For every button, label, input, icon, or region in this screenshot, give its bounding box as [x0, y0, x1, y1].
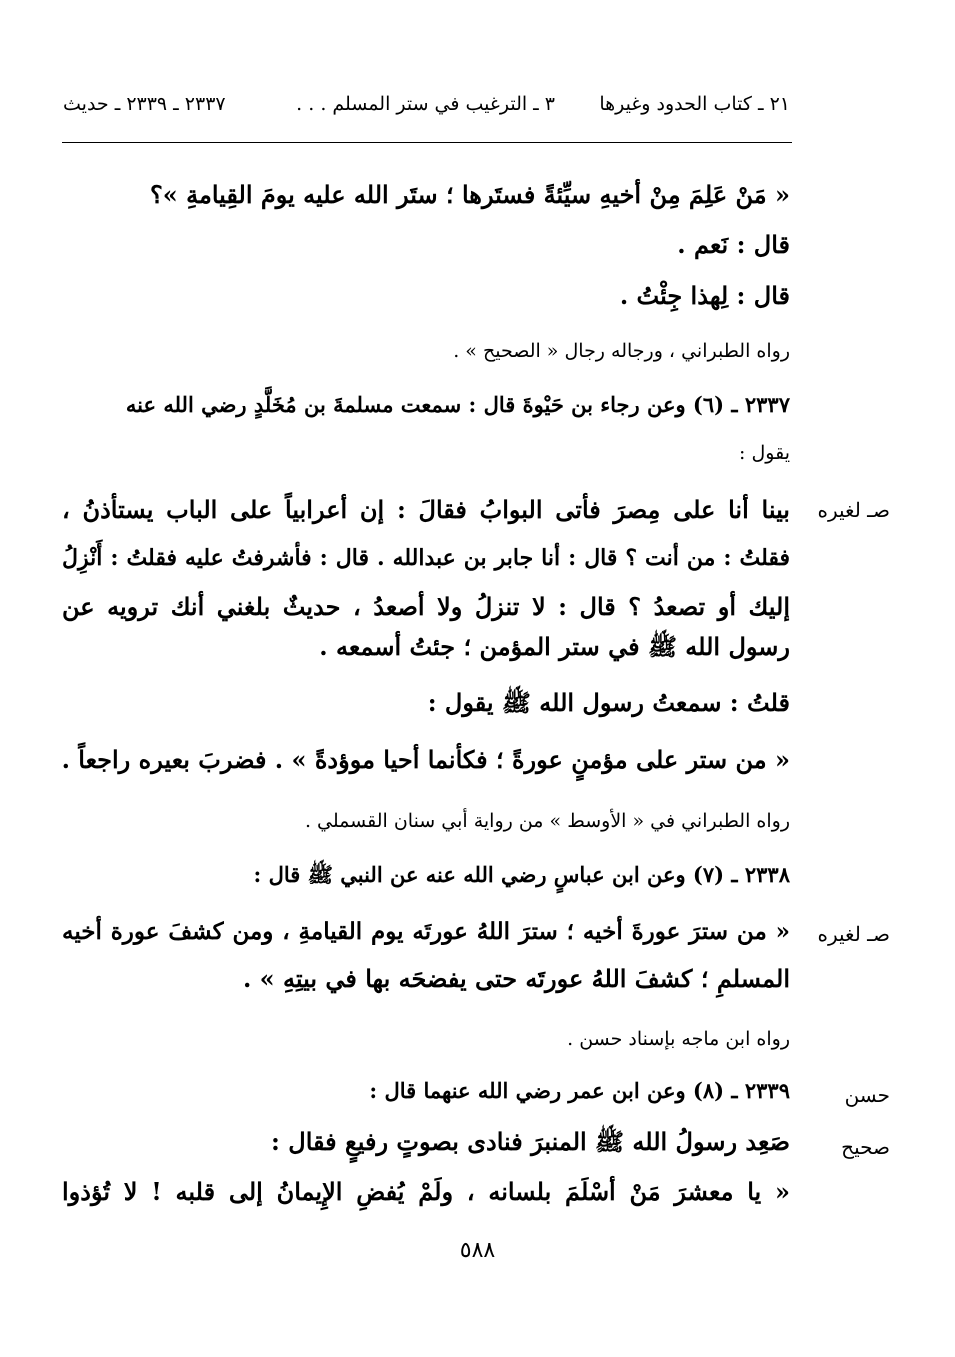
page-number: ٥٨٨ — [459, 1238, 496, 1263]
hadith-text-line: صَعِد رسولُ الله ﷺ المنبرَ فنادى بصوتٍ رفيعٍ فقال : — [271, 1127, 790, 1156]
source-note: رواه ابن ماجه بإسناد حسن . — [567, 1028, 790, 1050]
grade-label: صـ لغيره — [817, 922, 890, 946]
hadith-intro: ٢٣٣٨ ـ (٧) وعن ابن عباسٍ رضي الله عنه عن النبي ﷺ قال : — [253, 862, 790, 887]
hadith-text-line: رسول الله ﷺ في ستر المؤمن ؛ جئتُ أسمعه . — [319, 632, 790, 661]
hadith-text-line: بينا أنا على مِصرَ فأتى البوابُ فقالَ : إن أعرابياً على الباب يستأذنُ ، — [62, 495, 790, 524]
hadith-text-line: المسلمِ ؛ كشفَ اللهُ عورتَه حتى يفضحَه بها في بيتِهِ » . — [242, 964, 790, 993]
hadith-text-line: « من سترَ عورةَ أخيه ؛ سترَ اللهُ عورتَه يوم القيامةِ ، ومن كشفَ عورة أخيه — [62, 918, 790, 945]
hadith-text-line: فقلتُ : من أنت ؟ قال : أنا جابر بن عبدالله . قال : فأشرفتُ عليه فقلتُ : أَنْزِلُ — [62, 545, 790, 571]
quote-line: « من ستر على مؤمنٍ عورةً ؛ فكأنما أحيا موؤدةً » . فضربَ بعيره راجعاً . — [61, 745, 790, 774]
source-note: رواه الطبراني في « الأوسط » من رواية أبي سنان القسملي . — [304, 810, 790, 832]
dialogue-line: قال : نَعم . — [677, 230, 790, 259]
hadith-intro-end: يقول : — [739, 442, 790, 464]
dialogue-line: قال : لِهذا جِئْتُ . — [619, 281, 790, 310]
quote-line: « مَنْ عَلِمَ مِنْ أخيهِ سيِّئةً فستَرها ؛ ستَر الله عليه يومَ القِيامةِ »؟ — [150, 180, 790, 209]
grade-label: حسن — [844, 1083, 890, 1107]
hadith-intro: ٢٣٣٧ ـ (٦) وعن رجاء بن حَيْوةَ قال : سمعت مسلمةَ بن مُخَلَّدٍ رضي الله عنه — [125, 392, 790, 417]
hadith-text-line: إليك أو تصعدُ ؟ قال : لا تنزلُ ولا أصعدُ ، حديثٌ بلغني أنك ترويه عن — [62, 592, 790, 621]
grade-label: صحيح — [841, 1135, 890, 1159]
grade-label: صـ لغيره — [817, 498, 890, 522]
hadith-text-line: « يا معشرَ مَنْ أسْلَمَ بلسانه ، ولَمْ يُفضِ الإِيمانُ إلى قلبه ! لا تُؤذوا — [62, 1177, 790, 1206]
header-rule — [62, 142, 792, 143]
hadith-said-line: قلتُ : سمعتُ رسول الله ﷺ يقول : — [427, 688, 790, 717]
hadith-intro: ٢٣٣٩ ـ (٨) وعن ابن عمر رضي الله عنهما قال : — [369, 1078, 790, 1103]
header-range: ٢٣٣٧ ـ ٢٣٣٩ ـ حديث — [63, 93, 226, 115]
source-note: رواه الطبراني ، ورجاله رجال « الصحيح » . — [453, 340, 790, 362]
header-chapter: ٢١ ـ كتاب الحدود وغيرها — [599, 93, 790, 115]
header-section: ٣ ـ الترغيب في ستر المسلم . . . — [296, 93, 555, 115]
